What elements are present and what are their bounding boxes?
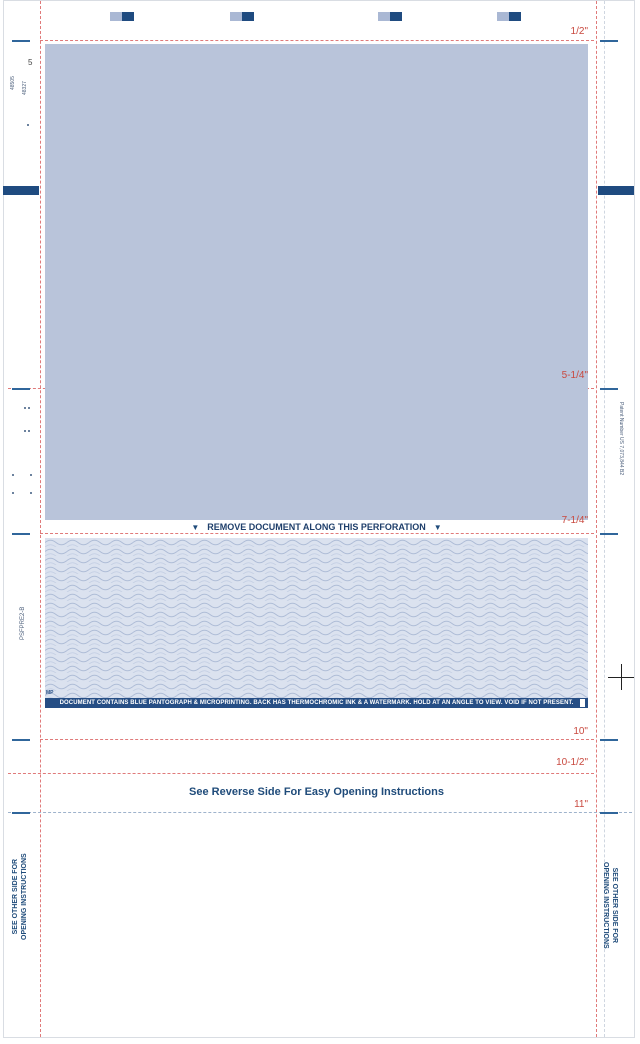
margin-dot — [28, 407, 30, 409]
margin-tick — [600, 812, 618, 814]
right-margin-guide — [596, 1, 597, 1037]
crosshair-cursor-icon — [608, 677, 634, 678]
patent-number: Patent Number US 7,073,844 B2 — [618, 402, 624, 476]
measure-five-quarter: 5-1/4" — [561, 370, 588, 381]
perforation-label — [45, 520, 588, 534]
reverse-instructions: See Reverse Side For Easy Opening Instructions — [189, 786, 444, 798]
measure-ten: 10" — [573, 726, 588, 737]
margin-tick — [12, 812, 30, 814]
margin-dot — [30, 492, 32, 494]
margin-tick — [600, 388, 618, 390]
half-inch-line — [40, 40, 594, 41]
registration-square — [230, 12, 242, 21]
margin-tick — [12, 739, 30, 741]
registration-square — [242, 12, 254, 21]
margin-dot — [30, 474, 32, 476]
margin-dot — [28, 430, 30, 432]
form-code: PSFPRE2-B — [20, 606, 26, 640]
lock-icon — [580, 699, 585, 707]
registration-square — [390, 12, 402, 21]
margin-tick — [600, 533, 618, 535]
perforation-text: REMOVE DOCUMENT ALONG THIS PERFORATION — [207, 522, 426, 532]
left-side-instructions — [11, 853, 29, 940]
margin-dot — [12, 492, 14, 494]
microprint-text: DOCUMENT CONTAINS BLUE PANTOGRAPH & MICROPRINTING. BACK HAS THERMOCHROMIC INK & A WATERMARK. HOLD AT AN ANGLE TO VIEW. VOID IF NOT PRESENT. — [59, 700, 574, 706]
pantograph-pattern — [45, 538, 588, 698]
measure-eleven: 11" — [574, 799, 588, 810]
left-margin-guide — [40, 1, 41, 1037]
ten-inch-line — [40, 739, 594, 740]
page-number: 5 — [28, 58, 33, 67]
margin-dot — [24, 407, 26, 409]
margin-tick — [600, 739, 618, 741]
registration-square — [122, 12, 134, 21]
margin-tick — [12, 388, 30, 390]
registration-square — [110, 12, 122, 21]
margin-tick — [12, 40, 30, 42]
mp-mark: MP — [46, 690, 54, 696]
microprint-banner — [45, 698, 588, 708]
margin-code-a: 48505 — [10, 76, 16, 90]
eleven-inch-line — [8, 812, 632, 813]
check-blue-panel — [45, 44, 588, 520]
registration-square — [378, 12, 390, 21]
measure-half: 1/2" — [570, 26, 588, 37]
pantograph-area — [45, 538, 588, 698]
triangle-down-icon: ▼ — [191, 523, 200, 532]
left-sensor-bar — [3, 186, 39, 195]
margin-dot — [27, 124, 29, 126]
left-instr-text: SEE OTHER SIDE FOR OPENING INSTRUCTIONS — [12, 853, 28, 940]
measure-ten-half: 10-1/2" — [556, 757, 588, 768]
margin-dot — [24, 430, 26, 432]
right-sensor-bar — [598, 186, 634, 195]
margin-tick — [600, 40, 618, 42]
measure-seven-quarter: 7-1/4" — [561, 515, 588, 526]
right-instr-text: SEE OTHER SIDE FOR OPENING INSTRUCTIONS — [602, 862, 618, 949]
right-side-instructions — [601, 862, 619, 949]
margin-code-b: 48327 — [22, 81, 28, 95]
registration-square — [509, 12, 521, 21]
registration-square — [497, 12, 509, 21]
margin-dot — [12, 474, 14, 476]
triangle-down-icon: ▼ — [433, 523, 442, 532]
ten-half-line — [8, 773, 594, 774]
margin-tick — [12, 533, 30, 535]
